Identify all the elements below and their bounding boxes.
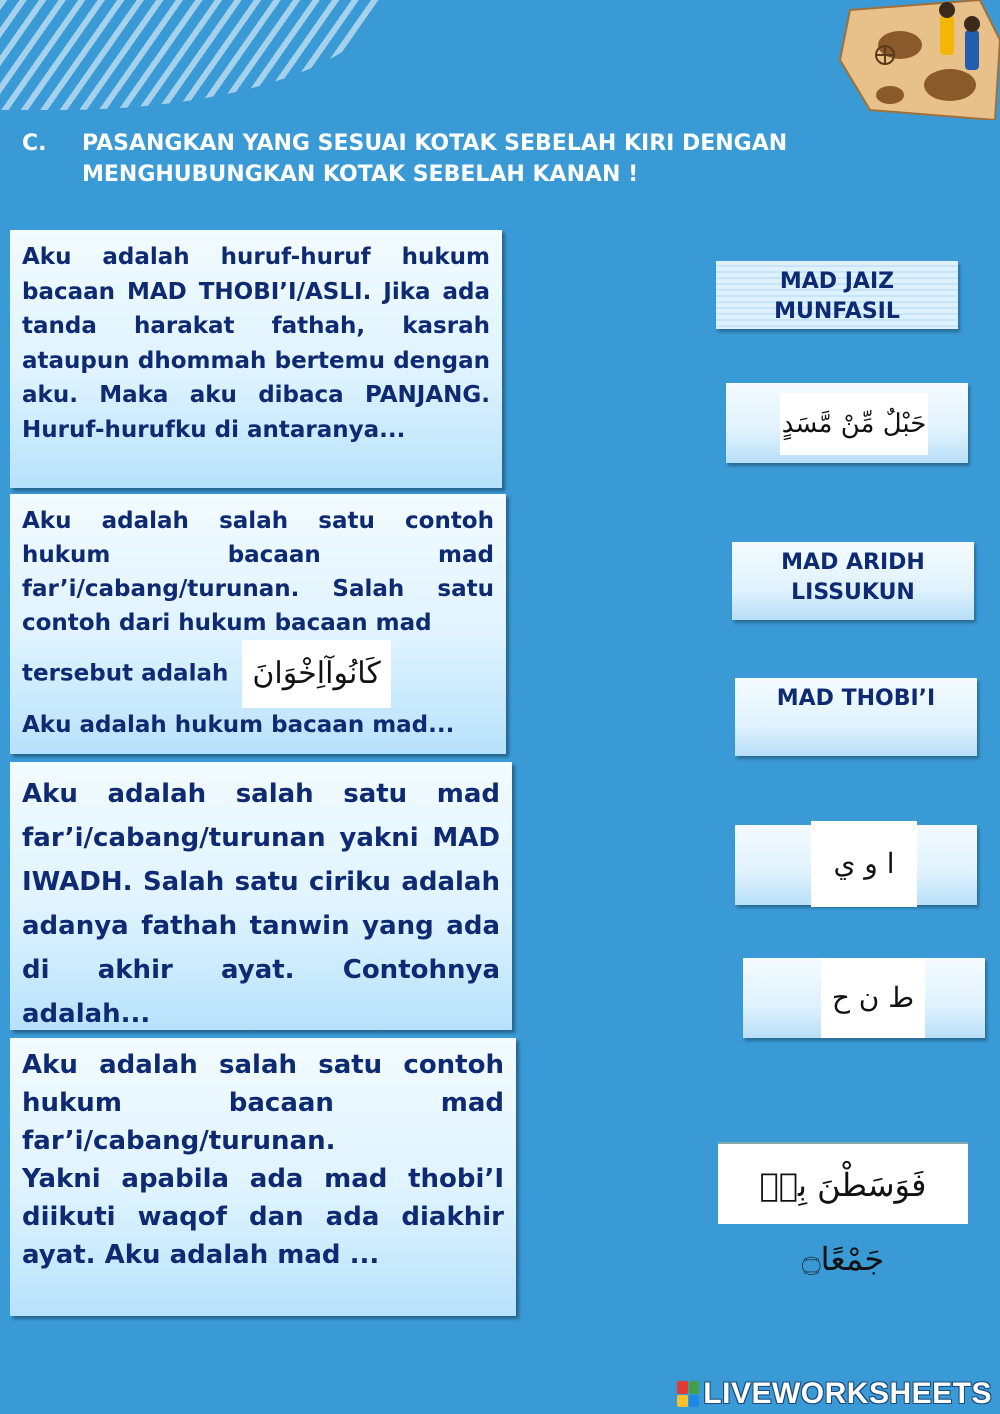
liveworksheets-logo-icon — [677, 1381, 699, 1407]
right-box-1-line-1: MAD JAIZ — [779, 269, 895, 294]
right-box-letters-tho-nun-ha[interactable] — [743, 958, 985, 1038]
decorative-stripes — [0, 0, 380, 110]
left-box-4[interactable] — [10, 1038, 516, 1316]
liveworksheets-brand-text: LIVEWORKSHEETS — [703, 1377, 992, 1410]
left-box-2-arabic-example: كَانُوآاِخْوَانَ — [242, 640, 390, 708]
right-box-7-arabic: فَوَسَطْنَ بِهٖ جَمْعًا۝ — [718, 1148, 968, 1222]
section-letter: C. — [22, 131, 47, 156]
right-box-3-line-2: LISSUKUN — [791, 580, 915, 605]
right-box-letters-alif-wau-ya[interactable] — [735, 825, 977, 905]
right-box-arabic-hablun[interactable] — [726, 383, 968, 463]
left-box-3[interactable] — [10, 762, 512, 1030]
left-box-2[interactable] — [10, 494, 506, 754]
left-box-2-example-line — [22, 640, 494, 708]
right-box-mad-jaiz-munfasil[interactable] — [716, 261, 958, 329]
left-box-3-text: Aku adalah salah satu mad far’i/cabang/turunan yakni MAD IWADH. Salah satu ciriku adalah adanya fathah tanwin yang ada di akhir ayat. Contohnya adalah... — [22, 779, 500, 1029]
right-box-mad-aridh-lissukun[interactable] — [732, 542, 974, 620]
right-box-arabic-jamaan[interactable] — [718, 1142, 968, 1278]
instruction-line-1: PASANGKAN YANG SESUAI KOTAK SEBELAH KIRI DENGAN — [82, 131, 788, 156]
left-box-2-prefix: tersebut adalah — [22, 660, 229, 687]
treasure-map-illustration — [830, 0, 1000, 120]
liveworksheets-logo[interactable] — [677, 1376, 992, 1412]
instruction-heading — [22, 128, 882, 190]
instruction-line-2: MENGHUBUNGKAN KOTAK SEBELAH KANAN ! — [82, 162, 639, 187]
right-box-5-arabic: ا و ي — [811, 821, 917, 907]
right-box-1-line-2: MUNFASIL — [774, 299, 900, 324]
right-box-3-line-1: MAD ARIDH — [781, 550, 925, 575]
left-box-2-suffix: Aku adalah hukum bacaan mad... — [22, 712, 455, 738]
right-box-mad-thobii[interactable] — [735, 678, 977, 756]
left-box-2-text: Aku adalah salah satu contoh hukum bacaan mad far’i/cabang/turunan. Salah satu contoh dari hukum bacaan mad — [22, 508, 494, 636]
right-box-6-arabic: ط ن ح — [821, 958, 925, 1038]
left-box-4-line-1: Aku adalah salah satu contoh hukum bacaan mad far’i/cabang/turunan. — [22, 1050, 504, 1156]
left-box-1[interactable] — [10, 230, 502, 488]
right-box-4-label: MAD THOBI’I — [776, 686, 936, 711]
left-box-4-line-2: Yakni apabila ada mad thobi’I diikuti waqof dan ada diakhir ayat. Aku adalah mad ... — [22, 1164, 504, 1270]
left-box-1-text: Aku adalah huruf-huruf hukum bacaan MAD THOBI’I/ASLI. Jika ada tanda harakat fathah, kasrah ataupun dhommah bertemu dengan aku. Maka aku dibaca PANJANG. Huruf-hurufku di antaranya... — [22, 244, 490, 443]
right-box-2-arabic: حَبْلٌ مِّنْ مَّسَدٍ — [780, 393, 928, 455]
